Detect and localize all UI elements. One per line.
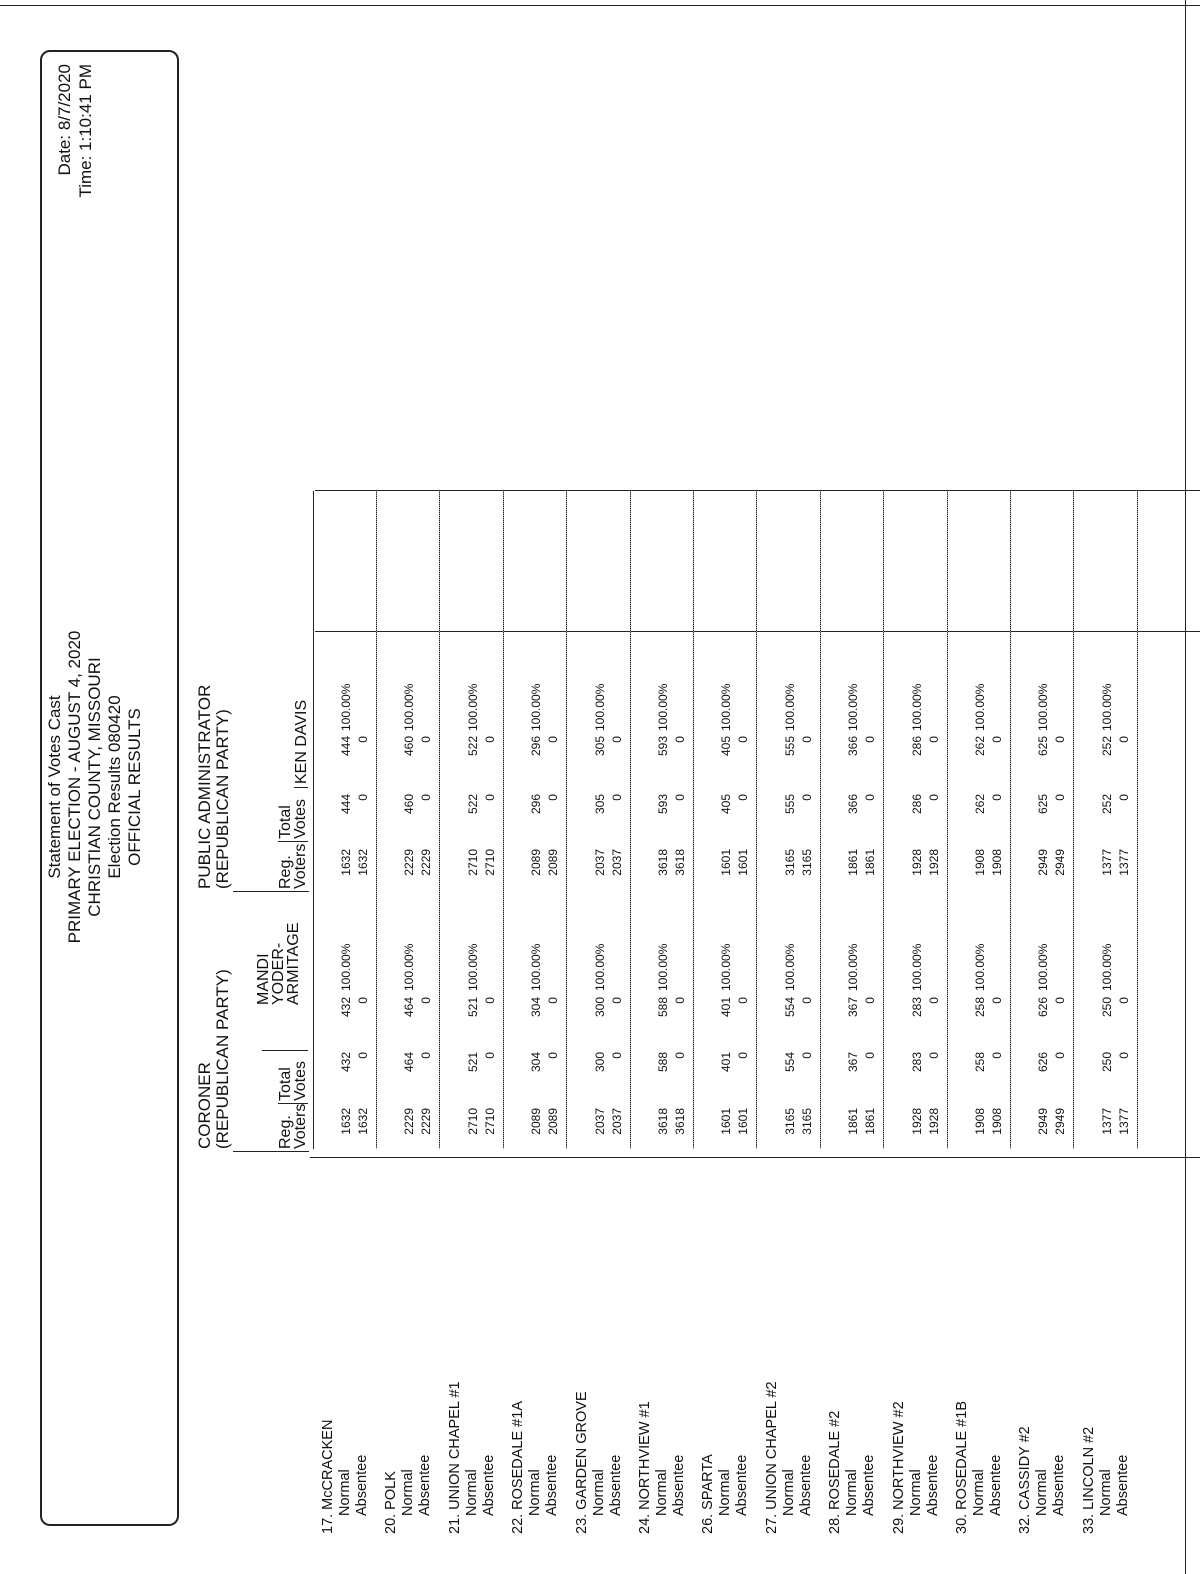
absentee-c-total: 0 — [673, 1052, 687, 1059]
absentee-c-cand: 0 — [356, 997, 370, 1004]
absentee-p-reg: 1601 — [736, 849, 751, 876]
report-title-line-3: CHRISTIAN COUNTY, MISSOURI — [85, 657, 104, 917]
normal-p-reg: 1908 — [973, 849, 987, 876]
coroner-percent: 100.00% — [656, 943, 670, 991]
report-title-line-4: Election Results 080420 — [105, 695, 124, 879]
precinct-separator — [883, 491, 884, 1149]
normal-p-reg: 2037 — [592, 849, 607, 876]
absentee-c-cand: 0 — [1053, 997, 1068, 1004]
column-header-underline — [313, 491, 314, 1149]
absentee-c-reg: 2089 — [546, 1108, 561, 1135]
normal-p-total: 286 — [909, 794, 924, 815]
public-admin-total-header-divider — [278, 841, 308, 842]
normal-c-reg: 1928 — [909, 1108, 924, 1135]
absentee-c-reg: 3618 — [673, 1108, 687, 1135]
normal-p-reg: 3165 — [782, 849, 797, 876]
normal-c-cand: 626 — [1036, 997, 1051, 1018]
precinct-separator — [1010, 491, 1011, 1149]
row-label-absentee: Absentee — [797, 1454, 814, 1516]
coroner-total-votes-header: Total Votes — [277, 1060, 309, 1101]
precinct-name: 28. ROSEDALE #2 — [827, 1410, 844, 1534]
precinct-name: 24. NORTHVIEW #1 — [637, 1401, 653, 1534]
absentee-c-total: 0 — [419, 1052, 434, 1059]
normal-c-cand: 300 — [592, 997, 607, 1018]
row-label-normal: Normal — [590, 1469, 607, 1516]
absentee-p-total: 0 — [419, 794, 434, 801]
row-label-absentee: Absentee — [607, 1454, 624, 1516]
absentee-p-total: 0 — [609, 794, 624, 801]
absentee-c-reg: 1601 — [736, 1108, 751, 1135]
absentee-p-total: 0 — [546, 794, 561, 801]
absentee-c-total: 0 — [736, 1052, 751, 1059]
normal-c-total: 250 — [1099, 1052, 1114, 1073]
public-admin-reg-voters-header: Reg. Voters — [277, 843, 309, 889]
precinct-separator — [1137, 491, 1138, 1149]
public-admin-percent: 100.00% — [339, 683, 353, 731]
normal-c-reg: 2949 — [1036, 1108, 1051, 1135]
normal-c-reg: 1632 — [339, 1108, 353, 1135]
absentee-c-cand: 0 — [990, 997, 1004, 1004]
row-label-normal: Normal — [907, 1469, 924, 1516]
normal-p-cand: 405 — [719, 736, 734, 757]
normal-p-cand: 593 — [656, 736, 670, 757]
row-label-absentee: Absentee — [924, 1454, 941, 1516]
normal-c-cand: 401 — [719, 997, 734, 1018]
row-label-normal: Normal — [1034, 1469, 1051, 1516]
absentee-c-reg: 2229 — [419, 1108, 434, 1135]
coroner-percent: 100.00% — [719, 943, 734, 991]
coroner-candidate-header: MANDI YODER- ARMITAGE — [255, 922, 302, 1005]
absentee-p-cand: 0 — [863, 736, 878, 743]
normal-p-total: 252 — [1099, 794, 1114, 815]
row-label-normal: Normal — [400, 1469, 417, 1516]
row-label-absentee: Absentee — [417, 1454, 434, 1516]
absentee-c-total: 0 — [1116, 1052, 1131, 1059]
contest-public-administrator-title: PUBLIC ADMINISTRATOR — [195, 684, 214, 889]
coroner-percent: 100.00% — [1099, 943, 1114, 991]
absentee-c-total: 0 — [482, 1052, 497, 1059]
absentee-p-reg: 1928 — [926, 849, 941, 876]
absentee-c-cand: 0 — [609, 997, 624, 1004]
contest-coroner-title: CORONER — [195, 1062, 214, 1149]
public-admin-percent: 100.00% — [909, 683, 924, 731]
normal-c-reg: 1601 — [719, 1108, 734, 1135]
absentee-c-reg: 1928 — [926, 1108, 941, 1135]
report-datetime — [54, 64, 96, 314]
normal-c-cand: 464 — [402, 997, 417, 1018]
contest-public-administrator-party: (REPUBLICAN PARTY) — [213, 709, 232, 889]
absentee-p-total: 0 — [356, 794, 370, 801]
absentee-p-cand: 0 — [482, 736, 497, 743]
public-admin-candidate-header: KEN DAVIS — [293, 699, 310, 784]
normal-p-total: 460 — [402, 794, 417, 815]
normal-c-reg: 1908 — [973, 1108, 987, 1135]
row-label-absentee: Absentee — [671, 1454, 687, 1516]
public-admin-percent: 100.00% — [782, 683, 797, 731]
precinct-name: 20. POLK — [383, 1471, 400, 1534]
report-title-line-5: OFFICIAL RESULTS — [125, 708, 144, 866]
precinct-separator — [947, 491, 948, 1149]
precinct-name: 33. LINCOLN #2 — [1080, 1426, 1097, 1534]
precinct-separator — [756, 491, 757, 1149]
normal-p-reg: 1377 — [1099, 849, 1114, 876]
contest-coroner-party: (REPUBLICAN PARTY) — [213, 969, 232, 1149]
public-admin-percent: 100.00% — [465, 683, 480, 731]
normal-c-total: 300 — [592, 1052, 607, 1073]
normal-p-total: 444 — [339, 794, 353, 815]
row-label-normal: Normal — [780, 1469, 797, 1516]
absentee-p-reg: 2949 — [1053, 849, 1068, 876]
precinct-separator — [820, 491, 821, 1149]
precinct-name: 17. McCRACKEN — [320, 1419, 336, 1534]
absentee-p-reg: 2710 — [482, 849, 497, 876]
normal-c-total: 432 — [339, 1052, 353, 1073]
absentee-p-total: 0 — [1116, 794, 1131, 801]
public-admin-right-edge — [315, 490, 1200, 491]
absentee-c-cand: 0 — [799, 997, 814, 1004]
absentee-c-reg: 3165 — [799, 1108, 814, 1135]
normal-p-cand: 262 — [973, 736, 987, 757]
normal-c-cand: 521 — [465, 997, 480, 1018]
absentee-p-total: 0 — [482, 794, 497, 801]
public-admin-left-divider — [233, 891, 309, 892]
normal-c-total: 283 — [909, 1052, 924, 1073]
normal-c-total: 304 — [529, 1052, 544, 1073]
report-time: Time: 1:10:41 PM — [76, 64, 95, 198]
public-admin-percent: 100.00% — [1036, 683, 1051, 731]
absentee-c-reg: 1908 — [990, 1108, 1004, 1135]
absentee-c-cand: 0 — [419, 997, 434, 1004]
page-bottom-edge — [1185, 0, 1186, 1574]
row-label-normal: Normal — [717, 1469, 734, 1516]
report-title-line-1: Statement of Votes Cast — [45, 695, 64, 879]
normal-c-total: 521 — [465, 1052, 480, 1073]
absentee-c-reg: 2710 — [482, 1108, 497, 1135]
coroner-percent: 100.00% — [402, 943, 417, 991]
normal-p-reg: 1861 — [846, 849, 861, 876]
row-label-absentee: Absentee — [1114, 1454, 1131, 1516]
report-title-line-2: PRIMARY ELECTION - AUGUST 4, 2020 — [65, 630, 84, 944]
precinct-separator — [439, 491, 440, 1149]
normal-p-reg: 1928 — [909, 849, 924, 876]
row-label-normal: Normal — [971, 1469, 987, 1516]
normal-c-cand: 367 — [846, 997, 861, 1018]
normal-p-total: 522 — [465, 794, 480, 815]
absentee-p-total: 0 — [990, 794, 1004, 801]
normal-p-reg: 2089 — [529, 849, 544, 876]
normal-c-cand: 588 — [656, 997, 670, 1018]
normal-c-cand: 283 — [909, 997, 924, 1018]
coroner-percent: 100.00% — [465, 943, 480, 991]
normal-c-cand: 258 — [973, 997, 987, 1018]
precinct-name: 23. GARDEN GROVE — [573, 1391, 590, 1534]
absentee-c-total: 0 — [799, 1052, 814, 1059]
absentee-p-reg: 1861 — [863, 849, 878, 876]
normal-p-total: 593 — [656, 794, 670, 815]
absentee-c-cand: 0 — [546, 997, 561, 1004]
precinct-separator — [630, 491, 631, 1149]
public-admin-total-votes-header: Total Votes — [277, 798, 309, 839]
absentee-p-cand: 0 — [609, 736, 624, 743]
normal-p-cand: 522 — [465, 736, 480, 757]
contest-public-administrator-header — [196, 509, 232, 889]
absentee-c-total: 0 — [546, 1052, 561, 1059]
normal-p-reg: 1632 — [339, 849, 353, 876]
normal-p-total: 625 — [1036, 794, 1051, 815]
absentee-p-total: 0 — [863, 794, 878, 801]
row-label-absentee: Absentee — [734, 1454, 751, 1516]
row-label-absentee: Absentee — [480, 1454, 497, 1516]
normal-p-cand: 444 — [339, 736, 353, 757]
normal-p-reg: 1601 — [719, 849, 734, 876]
absentee-p-reg: 3165 — [799, 849, 814, 876]
public-admin-percent: 100.00% — [529, 683, 544, 731]
absentee-c-total: 0 — [863, 1052, 878, 1059]
precinct-name: 21. UNION CHAPEL #1 — [446, 1381, 463, 1534]
absentee-c-cand: 0 — [736, 997, 751, 1004]
absentee-c-total: 0 — [609, 1052, 624, 1059]
coroner-percent: 100.00% — [529, 943, 544, 991]
absentee-c-cand: 0 — [482, 997, 497, 1004]
normal-p-cand: 460 — [402, 736, 417, 757]
absentee-c-total: 0 — [356, 1052, 370, 1059]
public-admin-percent: 100.00% — [1099, 683, 1114, 731]
normal-p-cand: 296 — [529, 736, 544, 757]
public-admin-percent: 100.00% — [846, 683, 861, 731]
normal-p-cand: 252 — [1099, 736, 1114, 757]
absentee-c-cand: 0 — [1116, 997, 1131, 1004]
absentee-c-cand: 0 — [863, 997, 878, 1004]
normal-p-reg: 2229 — [402, 849, 417, 876]
precinct-name: 27. UNION CHAPEL #2 — [763, 1381, 780, 1534]
absentee-p-total: 0 — [799, 794, 814, 801]
public-admin-candidate-header-divider — [294, 787, 308, 788]
absentee-p-reg: 1377 — [1116, 849, 1131, 876]
coroner-left-divider — [233, 1151, 309, 1152]
absentee-p-cand: 0 — [673, 736, 687, 743]
absentee-c-reg: 1861 — [863, 1108, 878, 1135]
absentee-p-reg: 3618 — [673, 849, 687, 876]
normal-c-reg: 2229 — [402, 1108, 417, 1135]
normal-c-reg: 2710 — [465, 1108, 480, 1135]
precinct-separator — [376, 491, 377, 1149]
normal-c-reg: 1377 — [1099, 1108, 1114, 1135]
absentee-c-total: 0 — [990, 1052, 1004, 1059]
absentee-c-total: 0 — [926, 1052, 941, 1059]
coroner-reg-voters-header: Reg. Voters — [277, 1103, 309, 1149]
coroner-percent: 100.00% — [592, 943, 607, 991]
row-label-absentee: Absentee — [354, 1454, 370, 1516]
row-label-absentee: Absentee — [1051, 1454, 1068, 1516]
absentee-c-cand: 0 — [926, 997, 941, 1004]
absentee-p-reg: 2089 — [546, 849, 561, 876]
absentee-p-cand: 0 — [799, 736, 814, 743]
absentee-p-total: 0 — [673, 794, 687, 801]
normal-p-reg: 2949 — [1036, 849, 1051, 876]
absentee-p-total: 0 — [926, 794, 941, 801]
normal-c-total: 588 — [656, 1052, 670, 1073]
normal-c-cand: 432 — [339, 997, 353, 1018]
report-date: Date: 8/7/2020 — [55, 64, 74, 176]
absentee-p-cand: 0 — [356, 736, 370, 743]
page-right-edge — [0, 5, 1200, 6]
absentee-p-total: 0 — [736, 794, 751, 801]
absentee-p-reg: 2229 — [419, 849, 434, 876]
row-label-normal: Normal — [527, 1469, 544, 1516]
normal-p-cand: 286 — [909, 736, 924, 757]
normal-c-total: 401 — [719, 1052, 734, 1073]
normal-p-reg: 3618 — [656, 849, 670, 876]
normal-c-total: 464 — [402, 1052, 417, 1073]
normal-p-cand: 305 — [592, 736, 607, 757]
normal-c-cand: 554 — [782, 997, 797, 1018]
normal-c-reg: 1861 — [846, 1108, 861, 1135]
precinct-separator — [503, 491, 504, 1149]
absentee-p-reg: 2037 — [609, 849, 624, 876]
absentee-p-cand: 0 — [990, 736, 1004, 743]
row-label-normal: Normal — [844, 1469, 861, 1516]
normal-c-total: 258 — [973, 1052, 987, 1073]
absentee-p-total: 0 — [1053, 794, 1068, 801]
absentee-c-reg: 2949 — [1053, 1108, 1068, 1135]
normal-p-cand: 555 — [782, 736, 797, 757]
coroner-candidate-header-divider — [262, 1050, 308, 1051]
normal-p-total: 305 — [592, 794, 607, 815]
absentee-p-cand: 0 — [736, 736, 751, 743]
absentee-c-reg: 1377 — [1116, 1108, 1131, 1135]
row-label-normal: Normal — [1097, 1469, 1114, 1516]
coroner-total-header-divider — [278, 1103, 308, 1104]
coroner-percent: 100.00% — [339, 943, 353, 991]
absentee-p-cand: 0 — [926, 736, 941, 743]
coroner-percent: 100.00% — [973, 943, 987, 991]
normal-c-cand: 304 — [529, 997, 544, 1018]
normal-p-cand: 625 — [1036, 736, 1051, 757]
precinct-separator — [1073, 491, 1074, 1149]
precinct-name: 26. SPARTA — [700, 1454, 717, 1534]
normal-p-cand: 366 — [846, 736, 861, 757]
absentee-p-reg: 1908 — [990, 849, 1004, 876]
normal-p-total: 296 — [529, 794, 544, 815]
coroner-right-edge — [315, 631, 1200, 632]
absentee-p-cand: 0 — [546, 736, 561, 743]
coroner-percent: 100.00% — [782, 943, 797, 991]
absentee-p-cand: 0 — [419, 736, 434, 743]
absentee-p-cand: 0 — [1053, 736, 1068, 743]
normal-p-total: 366 — [846, 794, 861, 815]
row-label-absentee: Absentee — [988, 1454, 1004, 1516]
precinct-name: 22. ROSEDALE #1A — [510, 1401, 527, 1534]
row-label-absentee: Absentee — [861, 1454, 878, 1516]
precinct-name: 29. NORTHVIEW #2 — [890, 1401, 907, 1534]
normal-c-reg: 3618 — [656, 1108, 670, 1135]
normal-p-reg: 2710 — [465, 849, 480, 876]
public-admin-percent: 100.00% — [656, 683, 670, 731]
normal-c-total: 554 — [782, 1052, 797, 1073]
normal-c-cand: 250 — [1099, 997, 1114, 1018]
normal-c-reg: 2037 — [592, 1108, 607, 1135]
coroner-percent: 100.00% — [846, 943, 861, 991]
public-admin-percent: 100.00% — [973, 683, 987, 731]
row-label-normal: Normal — [654, 1469, 670, 1516]
absentee-c-total: 0 — [1053, 1052, 1068, 1059]
precinct-separator — [693, 491, 694, 1149]
precinct-separator — [566, 491, 567, 1149]
normal-c-reg: 3165 — [782, 1108, 797, 1135]
row-label-normal: Normal — [337, 1469, 353, 1516]
absentee-c-cand: 0 — [673, 997, 687, 1004]
public-admin-percent: 100.00% — [592, 683, 607, 731]
absentee-c-reg: 2037 — [609, 1108, 624, 1135]
normal-p-total: 405 — [719, 794, 734, 815]
coroner-percent: 100.00% — [1036, 943, 1051, 991]
row-label-absentee: Absentee — [544, 1454, 561, 1516]
precinct-name: 30. ROSEDALE #1B — [954, 1401, 970, 1534]
normal-p-total: 262 — [973, 794, 987, 815]
precinct-name: 32. CASSIDY #2 — [1017, 1426, 1034, 1534]
normal-c-total: 367 — [846, 1052, 861, 1073]
row-label-normal: Normal — [463, 1469, 480, 1516]
absentee-p-reg: 1632 — [356, 849, 370, 876]
normal-p-total: 555 — [782, 794, 797, 815]
absentee-c-reg: 1632 — [356, 1108, 370, 1135]
public-admin-percent: 100.00% — [402, 683, 417, 731]
normal-c-reg: 2089 — [529, 1108, 544, 1135]
normal-c-total: 626 — [1036, 1052, 1051, 1073]
absentee-p-cand: 0 — [1116, 736, 1131, 743]
coroner-percent: 100.00% — [909, 943, 924, 991]
public-admin-percent: 100.00% — [719, 683, 734, 731]
